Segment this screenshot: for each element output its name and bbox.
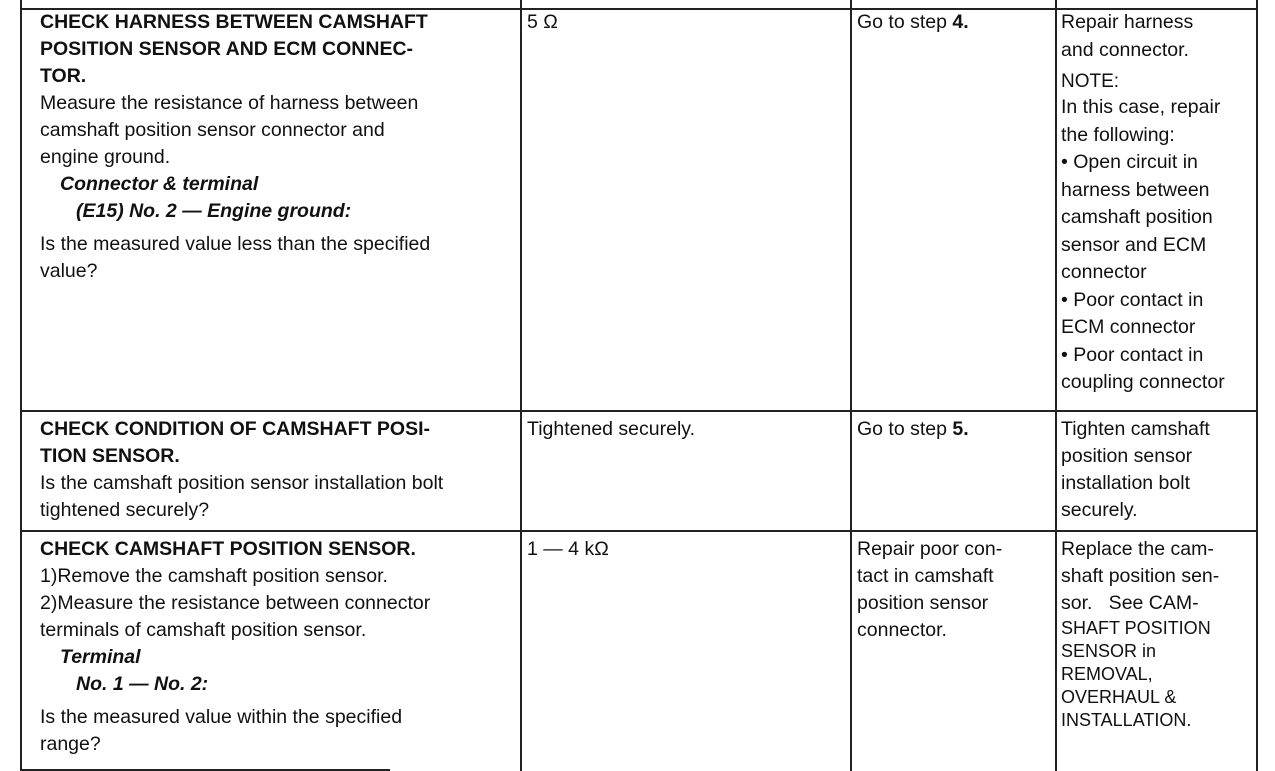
row-3-body-line: 2)Measure the resistance between connector bbox=[40, 592, 431, 614]
row-3-body bbox=[40, 563, 515, 644]
row-1-note-line: harness between bbox=[1061, 178, 1210, 201]
row-1-spec-value: (E15) No. 2 — Engine ground: bbox=[76, 200, 352, 222]
row-3-no-line: REMOVAL, bbox=[1061, 664, 1153, 684]
row-3-yes-line: position sensor bbox=[857, 592, 989, 614]
row-2-title-line: CHECK CONDITION OF CAMSHAFT POSI- bbox=[40, 418, 430, 440]
row-3-question bbox=[40, 704, 515, 758]
row-1-note-line: In this case, repair bbox=[1061, 96, 1221, 118]
row-1-no-line: and connector. bbox=[1061, 38, 1189, 61]
row-3-yes-line: tact in camshaft bbox=[857, 565, 994, 587]
row-1-yes-cell bbox=[857, 9, 1052, 36]
row-divider-2 bbox=[20, 530, 1258, 532]
row-2-yes-step: 5. bbox=[952, 418, 969, 440]
row-1-no-cell bbox=[1061, 9, 1255, 397]
row-3-spec-value: No. 1 — No. 2: bbox=[76, 673, 209, 695]
column-divider-no bbox=[1055, 0, 1057, 771]
row-1-note-line: • Poor contact in bbox=[1061, 343, 1204, 366]
row-3-yes-line: Repair poor con- bbox=[857, 538, 1003, 560]
row-2-check-cell bbox=[40, 416, 515, 524]
row-3-no-cell bbox=[1061, 536, 1255, 732]
row-1-note-line: the following: bbox=[1061, 123, 1175, 146]
row-1-spec-label: Connector & terminal bbox=[60, 173, 259, 195]
row-1-body-line: Measure the resistance of harness between bbox=[40, 92, 419, 114]
row-2-title bbox=[40, 416, 515, 470]
row-3-yes-cell bbox=[857, 536, 1052, 644]
row-1-check-cell bbox=[40, 9, 515, 285]
row-1-body-line: camshaft position sensor connector and bbox=[40, 119, 385, 141]
row-3-no-line: SHAFT POSITION bbox=[1061, 618, 1211, 638]
row-3-body-line: 1)Remove the camshaft position sensor. bbox=[40, 565, 388, 587]
row-3-body-line: terminals of camshaft position sensor. bbox=[40, 619, 367, 641]
row-1-note-line: coupling connector bbox=[1061, 371, 1225, 393]
row-3-no-line: Replace the cam- bbox=[1061, 538, 1214, 560]
row-1-question bbox=[40, 231, 515, 285]
row-1-no-line: Repair harness bbox=[1061, 11, 1194, 33]
row-3-value-cell: 1 — 4 kΩ bbox=[527, 538, 609, 560]
column-divider-yes bbox=[850, 0, 852, 771]
row-2-yes-cell bbox=[857, 416, 1052, 443]
row-1-title-line: CHECK HARNESS BETWEEN CAMSHAFT bbox=[40, 11, 428, 33]
row-1-note-line: • Open circuit in bbox=[1061, 151, 1198, 173]
row-1-yes-step: 4. bbox=[952, 11, 969, 33]
row-1-body bbox=[40, 90, 515, 171]
row-2-body-line: Is the camshaft position sensor installation bolt bbox=[40, 472, 444, 494]
row-3-check-cell bbox=[40, 536, 515, 758]
row-3-yes-line: connector. bbox=[857, 619, 947, 641]
row-2-yes-text: Go to step bbox=[857, 418, 953, 440]
row-2-no-cell bbox=[1061, 416, 1255, 524]
row-1-note-line: camshaft position bbox=[1061, 206, 1213, 228]
row-2-body bbox=[40, 470, 515, 524]
row-1-note-line: • Poor contact in bbox=[1061, 288, 1204, 311]
right-border bbox=[1256, 0, 1258, 771]
column-divider-value bbox=[520, 0, 522, 771]
row-1-question-line: Is the measured value less than the specified bbox=[40, 233, 431, 255]
row-1-note-line: connector bbox=[1061, 261, 1147, 283]
row-2-no-line: securely. bbox=[1061, 499, 1138, 521]
row-1-value-cell: 5 Ω bbox=[527, 11, 558, 33]
row-1-title bbox=[40, 9, 515, 90]
row-1-body-line: engine ground. bbox=[40, 146, 171, 168]
row-2-no-line: Tighten camshaft bbox=[1061, 418, 1210, 440]
row-1-yes-text: Go to step bbox=[857, 11, 953, 33]
row-3-title: CHECK CAMSHAFT POSITION SENSOR. bbox=[40, 538, 416, 560]
row-2-body-line: tightened securely? bbox=[40, 499, 210, 521]
row-2-value-cell: Tightened securely. bbox=[527, 418, 696, 440]
row-3-no-line: shaft position sen- bbox=[1061, 565, 1220, 587]
row-1-title-line: POSITION SENSOR AND ECM CONNEC- bbox=[40, 38, 414, 60]
row-3-no-line: INSTALLATION. bbox=[1061, 710, 1192, 730]
row-1-question-line: value? bbox=[40, 260, 98, 282]
row-3-question-line: Is the measured value within the specified bbox=[40, 706, 403, 728]
row-3-no-line: SENSOR in bbox=[1061, 641, 1157, 661]
row-2-no-line: position sensor bbox=[1061, 445, 1193, 467]
row-2-no-line: installation bolt bbox=[1061, 472, 1190, 494]
row-2-title-line: TION SENSOR. bbox=[40, 445, 180, 467]
row-divider-1 bbox=[20, 410, 1258, 412]
row-1-note-line: sensor and ECM bbox=[1061, 233, 1207, 256]
row-3-no-line: OVERHAUL & bbox=[1061, 687, 1177, 707]
row-1-note-line: ECM connector bbox=[1061, 316, 1196, 338]
row-1-note-label: NOTE: bbox=[1061, 71, 1120, 92]
row-3-spec-label: Terminal bbox=[60, 646, 141, 668]
row-3-question-line: range? bbox=[40, 733, 101, 755]
bottom-border-fragment bbox=[20, 769, 390, 771]
row-3-no-line: sor. See CAM- bbox=[1061, 592, 1199, 614]
row-1-title-line: TOR. bbox=[40, 65, 87, 87]
left-border bbox=[20, 0, 22, 771]
